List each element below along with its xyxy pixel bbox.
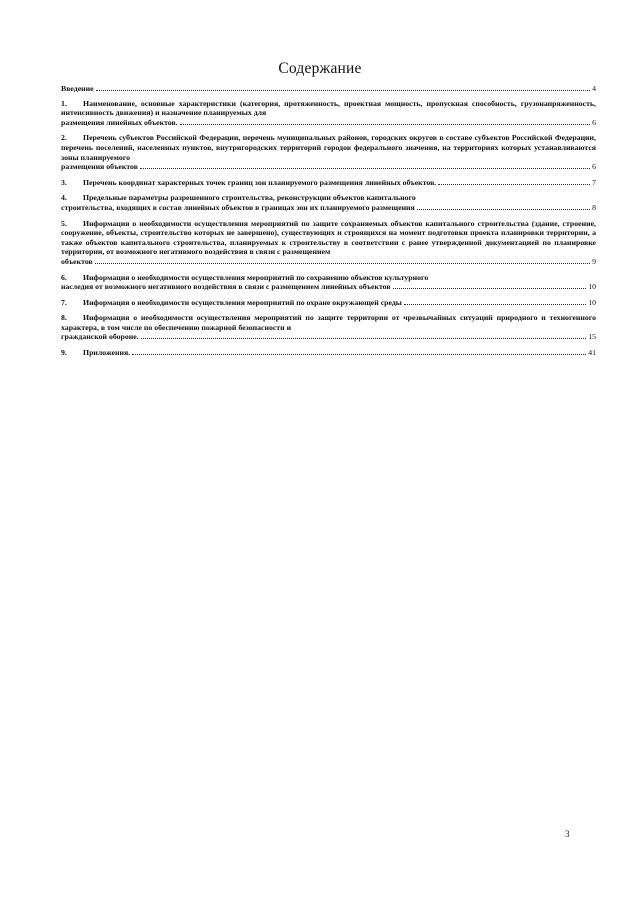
toc-entry-title-end: размещения линейных объектов.: [61, 117, 178, 127]
toc-page-number: 7: [592, 177, 596, 187]
toc-entry-text: [61, 313, 596, 332]
toc-entry-title-end: наследия от возможного негативного воздействия в связи с размещением линейных объектов: [61, 282, 391, 292]
toc-page-number: 41: [588, 348, 596, 358]
toc-page-number: 8: [592, 202, 596, 212]
toc-entry-line: [61, 162, 596, 172]
toc-entry-number: 5.: [61, 218, 67, 228]
table-of-contents: [61, 84, 596, 364]
toc-entry-line: [61, 298, 596, 308]
toc-entry-number: 4.: [61, 193, 67, 203]
toc-page-number: 10: [588, 282, 596, 292]
toc-entry-title-end: гражданской обороне.: [61, 332, 139, 342]
toc-page-number: 10: [588, 297, 596, 307]
toc-entry-title: [61, 178, 436, 188]
dot-leader: [438, 184, 590, 185]
toc-entry-4[interactable]: [61, 193, 596, 212]
dot-leader: [393, 288, 587, 289]
toc-entry-number: 2.: [61, 133, 67, 143]
toc-entry-text: [61, 99, 596, 118]
toc-entry-5[interactable]: [61, 219, 596, 267]
dot-leader: [180, 124, 590, 125]
toc-entry-title: Информация о необходимости осуществления мероприятий по сохранению объектов культурного: [83, 272, 429, 282]
toc-entry-line: [61, 84, 596, 94]
toc-entry-title-text: Приложения.: [83, 348, 131, 358]
toc-entry-line: [61, 257, 596, 267]
toc-entry-number: 6.: [61, 272, 67, 282]
dot-leader: [95, 263, 590, 264]
toc-entry-title: Информация о необходимости осуществления мероприятий по защите сохраняемых объектов капитального строительства (здание, строение, сооружение, объекты, строительство которых не завершено), существующих и строящихся на момент подготовки проекта планировки территории, а также объектов капитального строительства, планируемых к строительству в соответствии с ранее утвержденной документацией по планировке территории, от возможного негативного воздействия в связи с размещением: [61, 218, 596, 257]
toc-entry-title: [61, 348, 130, 358]
toc-entry-line: [61, 118, 596, 128]
toc-entry-title: Наименование, основные характеристики (категория, протяженность, проектная мощность, пропускная способность, грузонапряженность, интенсивность движения) и назначение планируемых для: [61, 98, 596, 118]
dot-leader: [417, 209, 590, 210]
toc-page-number: 9: [592, 256, 596, 266]
toc-entry-title: [61, 298, 402, 308]
toc-entry-2[interactable]: [61, 133, 596, 171]
toc-entry-line: [61, 282, 596, 292]
dot-leader: [141, 338, 587, 339]
toc-entry-title-text: Информация о необходимости осуществления мероприятий по охране окружающей среды: [83, 297, 402, 307]
toc-entry-title-text: Перечень координат характерных точек границ зон планируемого размещения линейных объектов.: [83, 177, 437, 187]
toc-entry-title: Предельные параметры разрешенного строительства, реконструкции объектов капитального: [83, 193, 416, 203]
toc-entry-intro[interactable]: [61, 84, 596, 94]
toc-entry-1[interactable]: [61, 99, 596, 128]
toc-entry-number: 1.: [61, 98, 67, 108]
toc-page-number: 4: [592, 84, 596, 93]
toc-page-number: 15: [588, 332, 596, 342]
toc-entry-9[interactable]: [61, 348, 596, 358]
toc-entry-title-end: строительства, входящих в состав линейных объектов в границах зон их планируемого размещения: [61, 202, 415, 212]
toc-entry-text: [61, 273, 596, 283]
toc-page-number: 6: [592, 162, 596, 172]
page-number: 3: [565, 829, 570, 839]
toc-page-number: 6: [592, 117, 596, 127]
toc-entry-title-end: размещения объектов: [61, 162, 138, 172]
toc-entry-number: 3.: [61, 177, 67, 187]
toc-entry-3[interactable]: [61, 178, 596, 188]
toc-entry-title: Информация о необходимости осуществления мероприятий по защите территории от чрезвычайных ситуаций природного и техногенного характера, в том числе по обеспечению пожарной безопасности и: [61, 313, 596, 332]
toc-entry-line: [61, 332, 596, 342]
dot-leader: [140, 168, 590, 169]
dot-leader: [132, 354, 586, 355]
dot-leader: [404, 304, 586, 305]
toc-entry-text: [61, 133, 596, 162]
toc-entry-text: [61, 193, 596, 203]
toc-entry-number: 9.: [61, 348, 67, 358]
toc-entry-line: [61, 348, 596, 358]
toc-entry-line: [61, 178, 596, 188]
toc-entry-8[interactable]: [61, 313, 596, 342]
toc-entry-text: [61, 219, 596, 257]
toc-entry-title: Перечень субъектов Российской Федерации, перечень муниципальных районов, городских округов в составе субъектов Российской Федерации, перечень поселений, населенных пунктов, внутригородских территорий городов федерального значения, на территориях которых устанавливаются зоны планируемого: [61, 133, 596, 162]
toc-entry-6[interactable]: [61, 273, 596, 292]
toc-entry-line: [61, 203, 596, 213]
toc-entry-title: Введение: [61, 84, 94, 93]
toc-entry-number: 7.: [61, 297, 67, 307]
toc-entry-7[interactable]: [61, 298, 596, 308]
toc-entry-number: 8.: [61, 313, 67, 323]
dot-leader: [96, 90, 590, 91]
toc-entry-title-end: объектов: [61, 256, 93, 266]
page-title: Содержание: [278, 60, 362, 77]
